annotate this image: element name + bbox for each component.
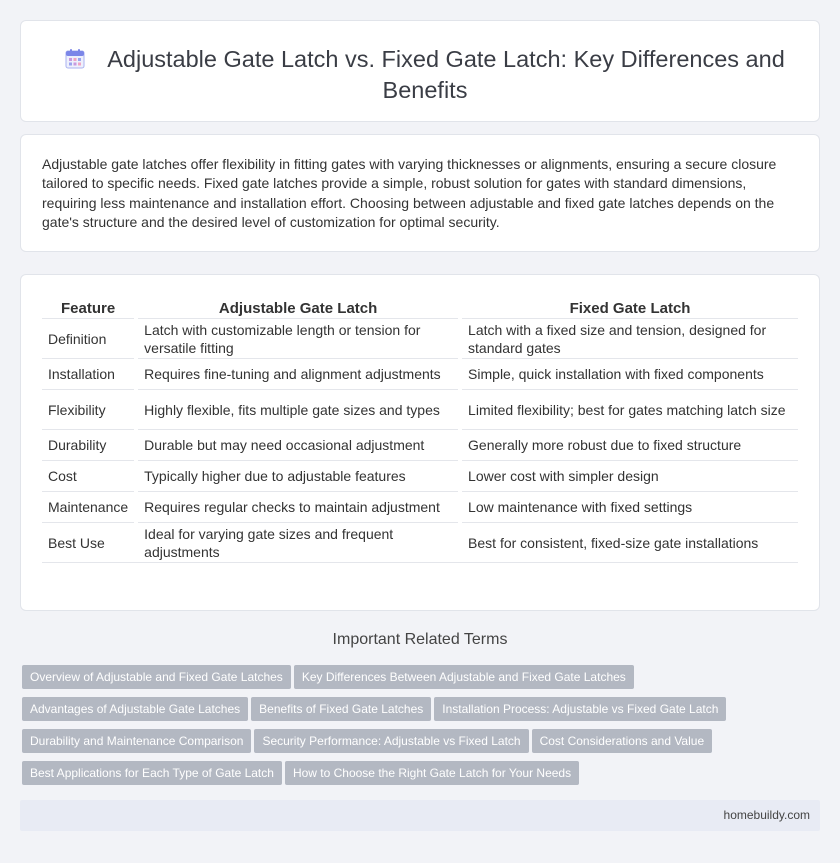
footer (20, 800, 820, 831)
related-terms-heading: Important Related Terms (332, 631, 508, 648)
table-cell-adjustable: Latch with customizable length or tension for versatile fitting (138, 319, 458, 359)
table-cell-fixed: Limited flexibility; best for gates matching latch size (462, 390, 798, 430)
title-card (20, 20, 820, 122)
table-cell-fixed: Low maintenance with fixed settings (462, 492, 798, 523)
table-cell-adjustable: Requires fine-tuning and alignment adjustments (138, 359, 458, 390)
table-row (42, 523, 798, 563)
intro-card (20, 134, 820, 252)
related-term-tag[interactable]: Cost Considerations and Value (532, 729, 713, 753)
related-term-tag[interactable]: Durability and Maintenance Comparison (22, 729, 251, 753)
table-header-fixed: Fixed Gate Latch (462, 295, 798, 319)
table-cell-adjustable: Durable but may need occasional adjustment (138, 430, 458, 461)
comparison-table-card (20, 274, 820, 611)
table-cell-feature: Durability (42, 430, 134, 461)
related-terms-list (22, 665, 802, 793)
table-row (42, 319, 798, 359)
page-title-wrap (61, 45, 789, 105)
table-cell-feature: Installation (42, 359, 134, 390)
table-cell-fixed: Latch with a fixed size and tension, designed for standard gates (462, 319, 798, 359)
table-cell-fixed: Best for consistent, fixed-size gate installations (462, 523, 798, 563)
comparison-table (42, 295, 798, 563)
related-term-tag[interactable]: Key Differences Between Adjustable and Fixed Gate Latches (294, 665, 634, 689)
related-term-tag[interactable]: Advantages of Adjustable Gate Latches (22, 697, 248, 721)
table-cell-adjustable: Ideal for varying gate sizes and frequent adjustments (138, 523, 458, 563)
table-row (42, 359, 798, 390)
table-cell-feature: Cost (42, 461, 134, 492)
table-header-feature: Feature (42, 295, 134, 319)
table-cell-adjustable: Highly flexible, fits multiple gate sizes and types (138, 390, 458, 430)
table-header-row (42, 295, 798, 319)
table-cell-fixed: Lower cost with simpler design (462, 461, 798, 492)
table-cell-feature: Flexibility (42, 390, 134, 430)
table-cell-feature: Maintenance (42, 492, 134, 523)
table-header-adjustable: Adjustable Gate Latch (138, 295, 458, 319)
table-cell-adjustable: Requires regular checks to maintain adjustment (138, 492, 458, 523)
footer-site-link[interactable]: homebuildy.com (723, 808, 810, 822)
table-cell-fixed: Generally more robust due to fixed structure (462, 430, 798, 461)
related-term-tag[interactable]: Overview of Adjustable and Fixed Gate Latches (22, 665, 291, 689)
related-term-tag[interactable]: Security Performance: Adjustable vs Fixed Latch (254, 729, 528, 753)
table-cell-feature: Definition (42, 319, 134, 359)
related-term-tag[interactable]: Installation Process: Adjustable vs Fixed Gate Latch (434, 697, 726, 721)
calendar-icon (65, 47, 85, 76)
intro-paragraph: Adjustable gate latches offer flexibility in fitting gates with varying thicknesses or alignments, ensuring a secure closure tailored to specific needs. Fixed gate latches provide a simple, robust solution for gates with standard dimensions, requiring less maintenance and installation effort. Choosing between adjustable and fixed gate latches depends on the gate's structure and the desired level of customization for optimal security. (42, 156, 777, 231)
page-title: Adjustable Gate Latch vs. Fixed Gate Latch: Key Differences and Benefits (107, 46, 785, 103)
related-term-tag[interactable]: How to Choose the Right Gate Latch for Your Needs (285, 761, 579, 785)
table-row (42, 492, 798, 523)
table-cell-fixed: Simple, quick installation with fixed components (462, 359, 798, 390)
table-cell-feature: Best Use (42, 523, 134, 563)
table-row (42, 430, 798, 461)
table-cell-adjustable: Typically higher due to adjustable features (138, 461, 458, 492)
related-term-tag[interactable]: Best Applications for Each Type of Gate Latch (22, 761, 282, 785)
table-row (42, 461, 798, 492)
related-term-tag[interactable]: Benefits of Fixed Gate Latches (251, 697, 431, 721)
table-row (42, 390, 798, 430)
